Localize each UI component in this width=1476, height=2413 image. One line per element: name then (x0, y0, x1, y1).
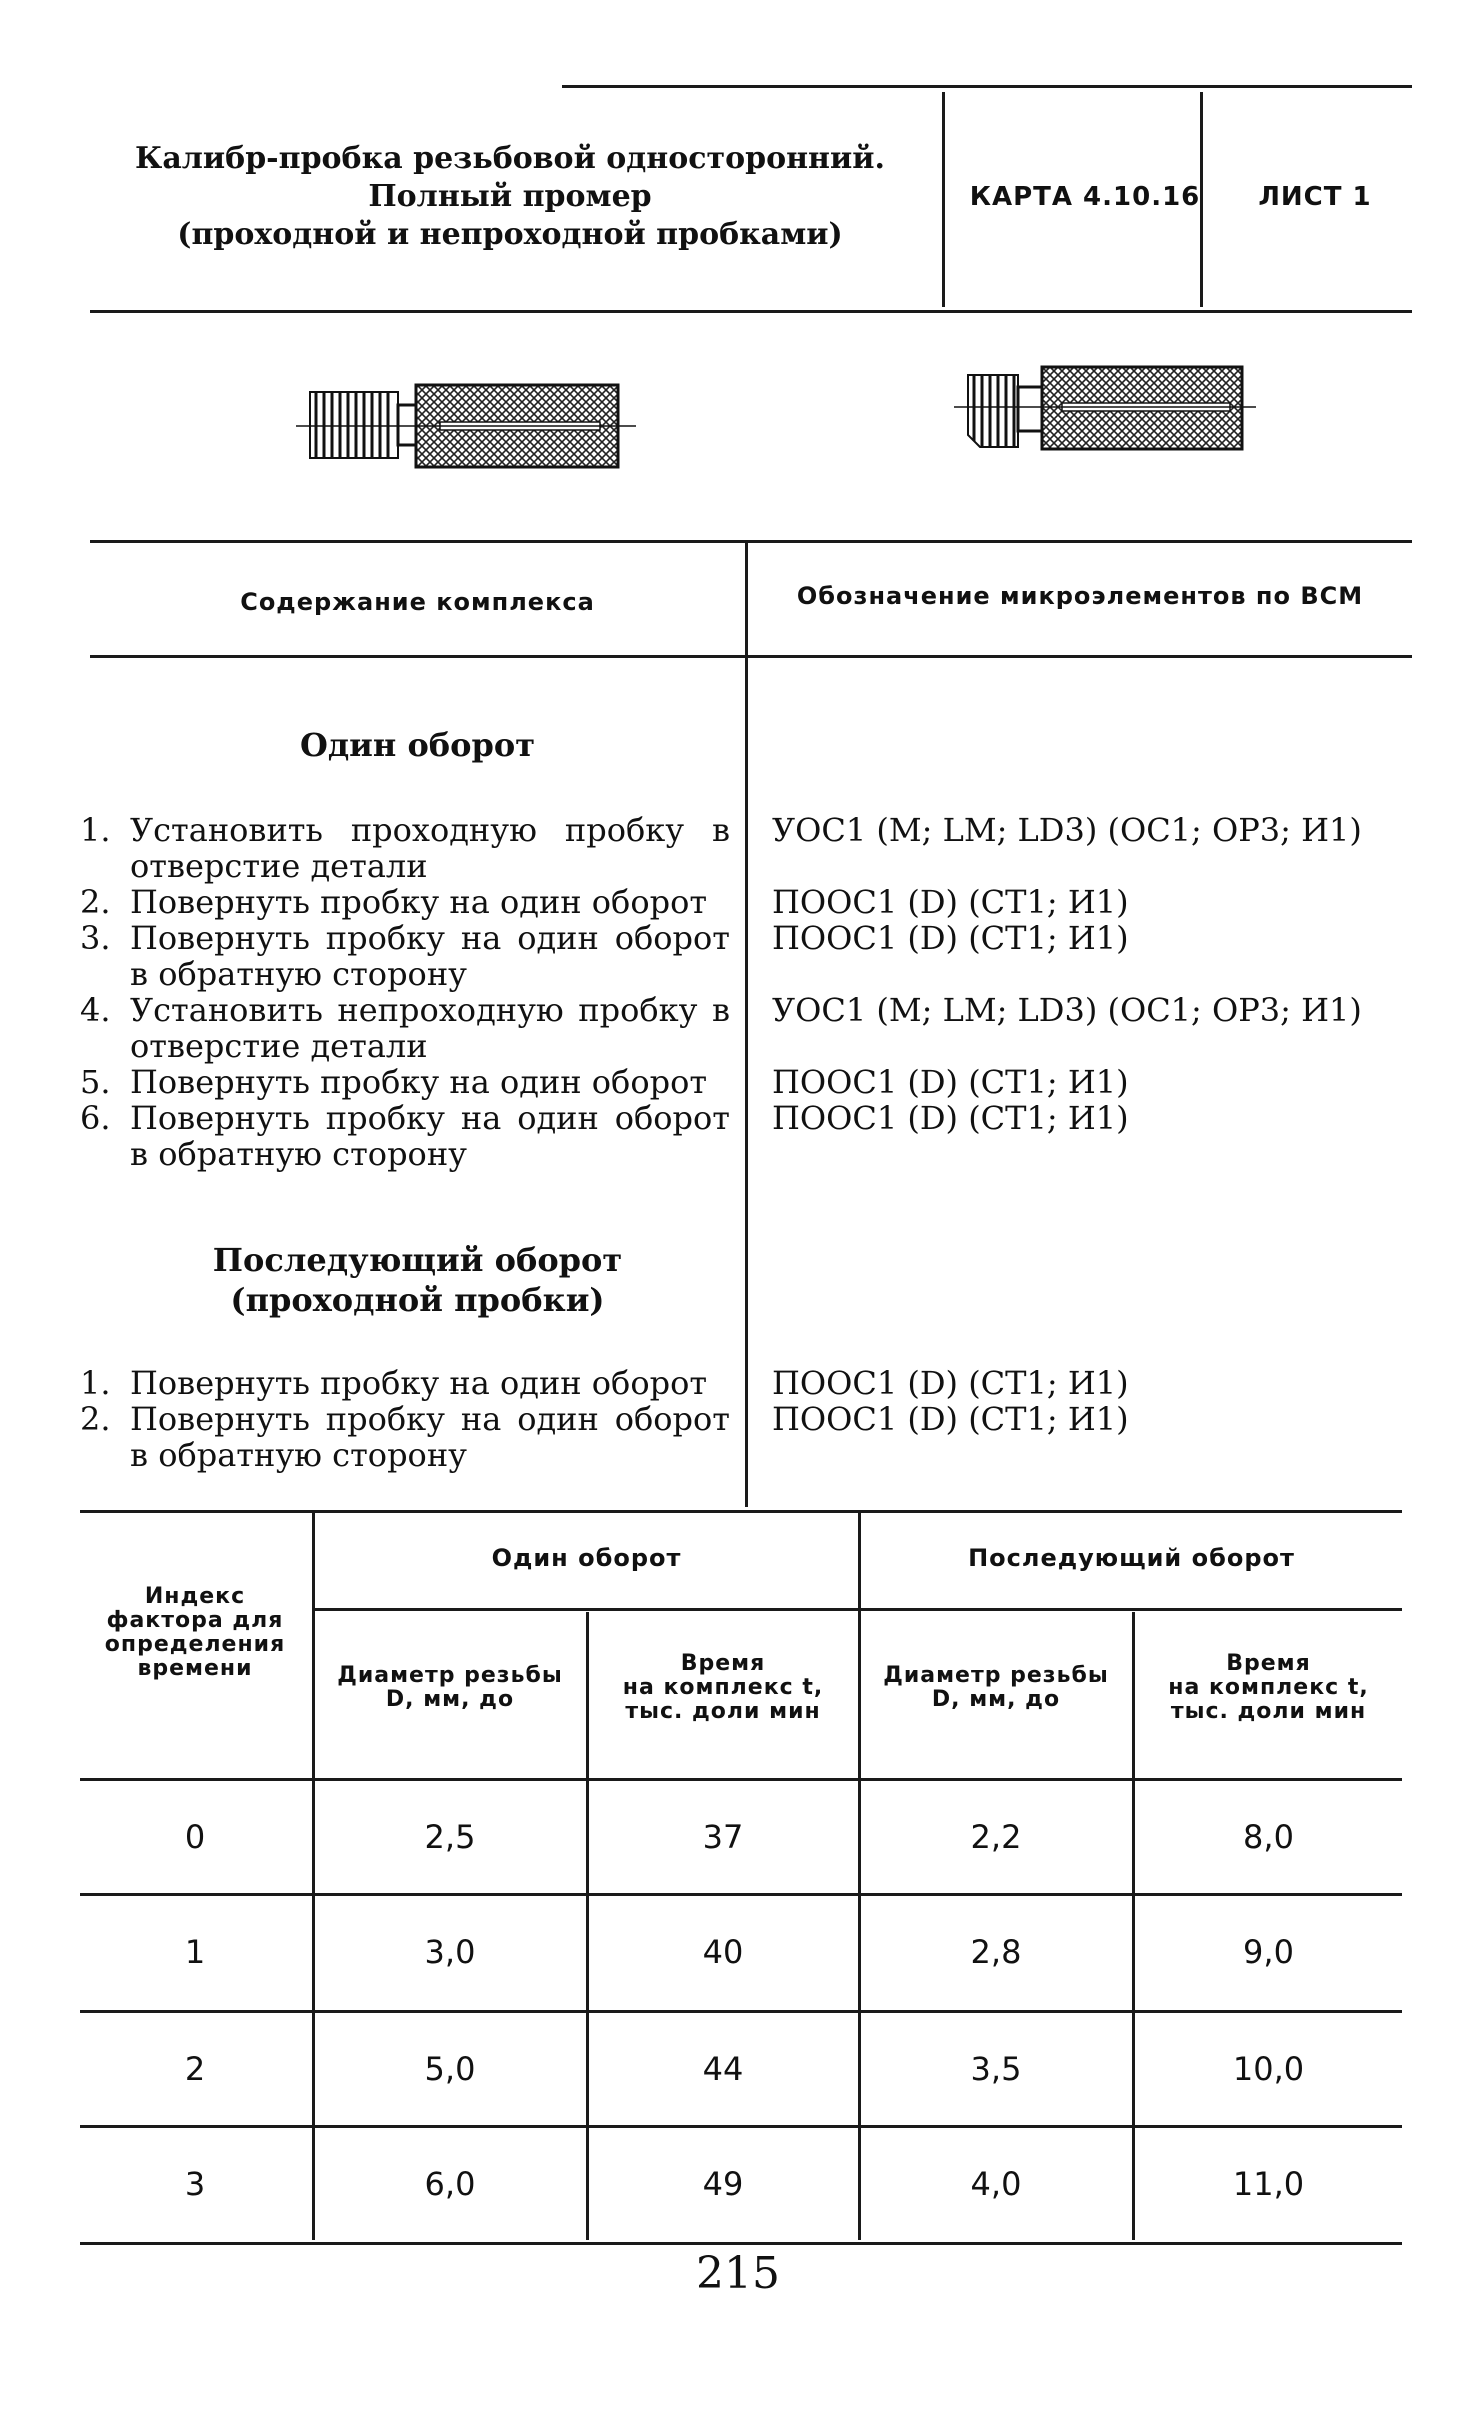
step-number: 1. (80, 1364, 111, 1402)
step-number: 4. (80, 991, 111, 1029)
content-column-header: Содержание комплекса (240, 588, 595, 616)
table-cell: 0 (184, 1818, 206, 1856)
table-cell: 10,0 (1232, 2050, 1305, 2088)
section-two-steps (80, 1365, 730, 1473)
header-line: Время (680, 1651, 766, 1676)
list-item (80, 884, 730, 920)
step-text: Повернуть пробку на один оборот (130, 1364, 708, 1402)
header-line: Время (1226, 1651, 1311, 1676)
table-cell: 40 (702, 1933, 744, 1971)
table-cell: 2,8 (970, 1933, 1022, 1971)
header-line: тыс. доли мин (1170, 1699, 1367, 1724)
table-cell: 2 (184, 2050, 206, 2088)
table-cell: 3 (184, 2165, 206, 2203)
title-line: Полный промер (368, 179, 652, 214)
table-cell: 5,0 (424, 2050, 476, 2088)
section-one-steps (80, 812, 730, 1172)
list-item (80, 992, 730, 1064)
step-text: Установить непроходную пробку в отверстие детали (130, 991, 730, 1065)
list-item (80, 812, 730, 884)
title-line: (проходной и непроходной пробками) (177, 217, 843, 252)
diameter-column-header (315, 1664, 585, 1712)
go-plug-gauge-illustration (290, 370, 650, 480)
section-two-codes (772, 1365, 1462, 1473)
no-go-plug-gauge-illustration (950, 355, 1270, 465)
microelement-code: УОС1 (M; LM; LD3) (ОС1; ОР3; И1) (772, 811, 1362, 849)
list-item (80, 1064, 730, 1100)
step-text: Повернуть пробку на один оборот в обратную сторону (130, 1099, 730, 1173)
step-number: 2. (80, 1400, 111, 1438)
microelement-code: ПООС1 (D) (СТ1; И1) (772, 1099, 1129, 1137)
header-line: на комплекс t, (1168, 1675, 1369, 1700)
table-cell: 8,0 (1243, 1818, 1294, 1856)
header-line: на комплекс t, (622, 1675, 824, 1700)
microelement-code: ПООС1 (D) (СТ1; И1) (772, 1400, 1129, 1438)
table-cell: 2,5 (424, 1818, 476, 1856)
list-item (80, 1100, 730, 1172)
step-number: 6. (80, 1099, 111, 1137)
table-cell: 11,0 (1232, 2165, 1305, 2203)
header-line: определения (104, 1632, 286, 1657)
step-text: Повернуть пробку на один оборот (130, 883, 708, 921)
one-turn-group-header: Один оборот (491, 1544, 682, 1572)
header-line: D, мм, до (931, 1687, 1061, 1712)
header-line: Диаметр резьбы (883, 1663, 1109, 1688)
time-column-header (589, 1652, 857, 1724)
diameter-column-header (861, 1664, 1131, 1712)
table-cell: 6,0 (424, 2165, 476, 2203)
microelement-code: ПООС1 (D) (СТ1; И1) (772, 1063, 1129, 1101)
table-cell: 4,0 (970, 2165, 1022, 2203)
table-cell: 37 (702, 1818, 744, 1856)
section-title-line: Последующий оборот (212, 1241, 623, 1279)
sheet-number: ЛИСТ 1 (1258, 182, 1372, 212)
table-cell: 3,5 (970, 2050, 1022, 2088)
section-title-line: (проходной пробки) (230, 1281, 605, 1319)
microelement-code: ПООС1 (D) (СТ1; И1) (772, 883, 1129, 921)
header-line: времени (137, 1656, 253, 1681)
title-line: Калибр-пробка резьбовой односторонний. (135, 141, 885, 176)
step-number: 1. (80, 811, 111, 849)
table-cell: 2,2 (970, 1818, 1022, 1856)
table-cell: 3,0 (424, 1933, 476, 1971)
table-cell: 44 (702, 2050, 744, 2088)
header-line: D, мм, до (385, 1687, 515, 1712)
header-line: фактора для (106, 1608, 284, 1633)
time-column-header (1135, 1652, 1402, 1724)
header-line: Диаметр резьбы (337, 1663, 563, 1688)
section-one-turn-title: Один оборот (299, 726, 536, 764)
section-subsequent-turn-title (90, 1240, 745, 1320)
microelement-code: УОС1 (M; LM; LD3) (ОС1; ОР3; И1) (772, 991, 1362, 1029)
list-item (80, 1365, 730, 1401)
table-cell: 49 (702, 2165, 744, 2203)
page-number: 215 (696, 2248, 780, 2299)
microelement-code: ПООС1 (D) (СТ1; И1) (772, 919, 1129, 957)
step-text: Установить проходную пробку в отверстие детали (130, 811, 730, 885)
header-line: Индекс (144, 1584, 246, 1609)
list-item (80, 920, 730, 992)
table-cell: 1 (184, 1933, 206, 1971)
table-cell: 9,0 (1243, 1933, 1294, 1971)
step-text: Повернуть пробку на один оборот в обратную сторону (130, 1400, 730, 1474)
card-number: КАРТА 4.10.16 (969, 182, 1201, 212)
microelement-code: ПООС1 (D) (СТ1; И1) (772, 1364, 1129, 1402)
step-number: 2. (80, 883, 111, 921)
step-text: Повернуть пробку на один оборот в обратную сторону (130, 919, 730, 993)
section-one-codes (772, 812, 1462, 1172)
header-line: тыс. доли мин (625, 1699, 821, 1724)
microelements-column-header: Обозначение микроэлементов по ВСМ (796, 582, 1364, 610)
list-item (80, 1401, 730, 1473)
index-column-header (80, 1585, 310, 1681)
step-number: 5. (80, 1063, 111, 1101)
step-number: 3. (80, 919, 111, 957)
step-text: Повернуть пробку на один оборот (130, 1063, 708, 1101)
document-title (120, 140, 900, 254)
subsequent-turn-group-header: Последующий оборот (968, 1544, 1295, 1572)
